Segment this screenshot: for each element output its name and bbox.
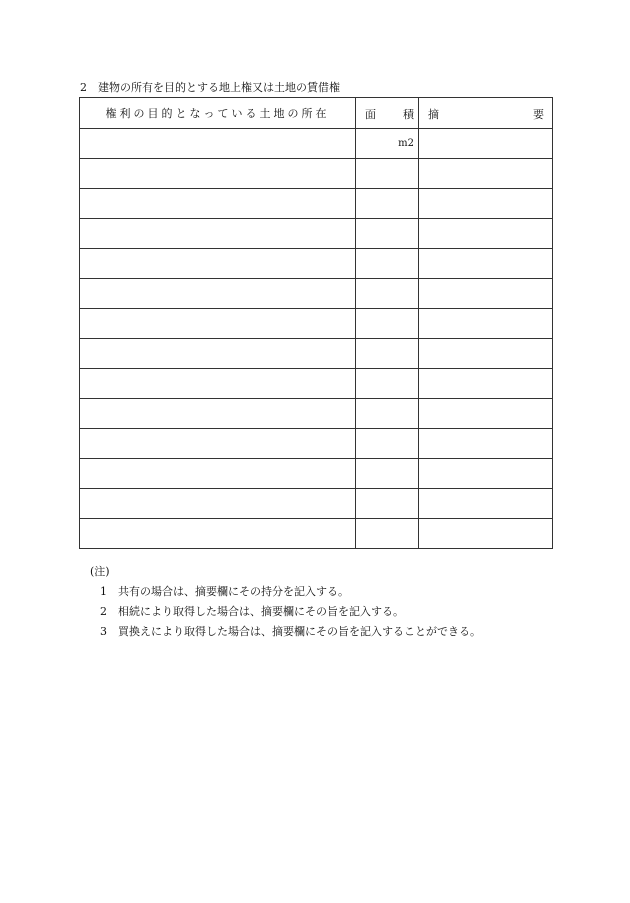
location-cell[interactable]: [80, 339, 356, 369]
note-text: 共有の場合は、摘要欄にその持分を記入する。: [118, 585, 349, 598]
header-area-char1: 面: [365, 108, 376, 121]
area-cell[interactable]: [356, 309, 419, 339]
location-cell[interactable]: [80, 309, 356, 339]
location-cell[interactable]: [80, 489, 356, 519]
table-row: [80, 279, 553, 309]
header-area-char2: 積: [403, 108, 414, 121]
remarks-cell[interactable]: [419, 519, 553, 549]
note-number: 2: [100, 605, 107, 618]
area-cell[interactable]: [356, 159, 419, 189]
section-number: 2: [80, 81, 87, 94]
area-unit: m2: [398, 138, 414, 149]
table-row: [80, 489, 553, 519]
table-row: [80, 519, 553, 549]
table-row: [80, 159, 553, 189]
remarks-cell[interactable]: [419, 429, 553, 459]
remarks-cell[interactable]: [419, 459, 553, 489]
remarks-cell[interactable]: [419, 369, 553, 399]
notes-title: (注): [90, 565, 110, 578]
table-row: [80, 399, 553, 429]
land-rights-table: [79, 97, 553, 549]
table-row: [80, 189, 553, 219]
remarks-cell[interactable]: [419, 279, 553, 309]
location-cell[interactable]: [80, 519, 356, 549]
area-unit-cell[interactable]: [356, 129, 419, 159]
area-cell[interactable]: [356, 369, 419, 399]
remarks-cell[interactable]: [419, 129, 553, 159]
table-row: [80, 369, 553, 399]
location-cell[interactable]: [80, 189, 356, 219]
remarks-cell[interactable]: [419, 309, 553, 339]
location-cell[interactable]: [80, 219, 356, 249]
table-row: [80, 429, 553, 459]
location-cell[interactable]: [80, 249, 356, 279]
table-row: [80, 339, 553, 369]
section-title: 建物の所有を目的とする地上権又は土地の賃借権: [98, 81, 340, 94]
area-cell[interactable]: [356, 519, 419, 549]
table-row: [80, 459, 553, 489]
table-header-row: [80, 98, 553, 129]
remarks-cell[interactable]: [419, 489, 553, 519]
area-cell[interactable]: [356, 339, 419, 369]
location-cell[interactable]: [80, 129, 356, 159]
note-item: [100, 602, 481, 622]
remarks-cell[interactable]: [419, 249, 553, 279]
note-number: 3: [100, 625, 107, 638]
note-item: [100, 622, 481, 642]
header-area: [356, 98, 419, 129]
remarks-cell[interactable]: [419, 189, 553, 219]
location-cell[interactable]: [80, 279, 356, 309]
table-body: [80, 129, 553, 549]
section-heading: [80, 80, 340, 96]
location-cell[interactable]: [80, 429, 356, 459]
note-item: [100, 582, 481, 602]
table-row: [80, 219, 553, 249]
header-remarks: [419, 98, 553, 129]
remarks-cell[interactable]: [419, 159, 553, 189]
area-cell[interactable]: [356, 249, 419, 279]
table-row: [80, 249, 553, 279]
table-row: [80, 309, 553, 339]
location-cell[interactable]: [80, 159, 356, 189]
remarks-cell[interactable]: [419, 219, 553, 249]
header-remarks-char2: 要: [533, 108, 544, 121]
note-text: 買換えにより取得した場合は、摘要欄にその旨を記入することができる。: [118, 625, 481, 638]
area-cell[interactable]: [356, 459, 419, 489]
header-location: 権利の目的となっている土地の所在: [80, 98, 356, 129]
note-number: 1: [100, 585, 107, 598]
area-cell[interactable]: [356, 429, 419, 459]
area-cell[interactable]: [356, 219, 419, 249]
area-cell[interactable]: [356, 489, 419, 519]
area-cell[interactable]: [356, 399, 419, 429]
notes-section: [90, 562, 481, 642]
note-text: 相続により取得した場合は、摘要欄にその旨を記入する。: [118, 605, 404, 618]
remarks-cell[interactable]: [419, 339, 553, 369]
area-cell[interactable]: [356, 189, 419, 219]
header-remarks-char1: 摘: [428, 108, 439, 121]
area-cell[interactable]: [356, 279, 419, 309]
location-cell[interactable]: [80, 369, 356, 399]
location-cell[interactable]: [80, 459, 356, 489]
remarks-cell[interactable]: [419, 399, 553, 429]
location-cell[interactable]: [80, 399, 356, 429]
table-row: [80, 129, 553, 159]
